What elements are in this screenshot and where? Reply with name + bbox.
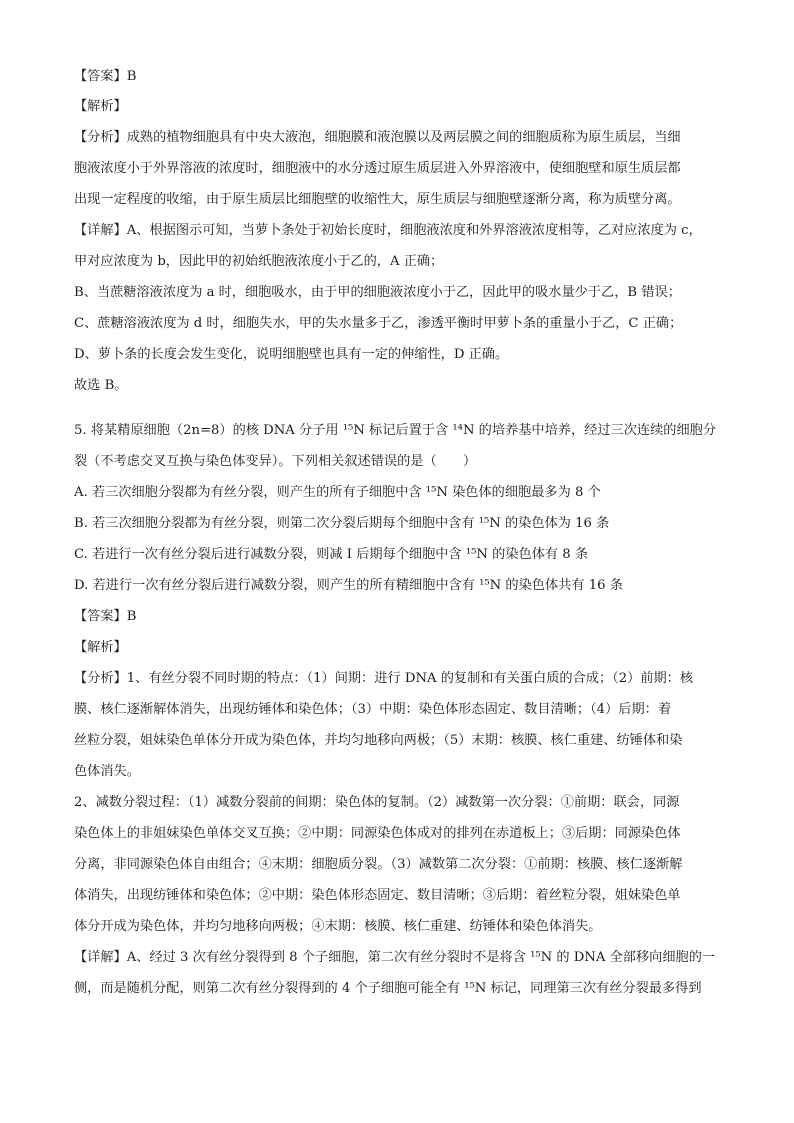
text-line: 【分析】1、有丝分裂不同时期的特点：（1）间期：进行 DNA 的复制和有关蛋白质的合成；（2）前期：核 bbox=[74, 671, 694, 686]
analysis-label-2: 【解析】 bbox=[74, 640, 127, 655]
text-line: 侧，而是随机分配，则第二次有丝分裂得到的 4 个子细胞可能全有 ¹⁵N 标记，同理第三次有丝分裂最多得到 bbox=[74, 981, 702, 996]
text-line: 体分开成为染色体，并均匀地移向两极；④末期：核膜、核仁重建、纺锤体和染色体消失。 bbox=[74, 919, 602, 934]
option-c: C. 若进行一次有丝分裂后进行减数分裂，则减 I 后期每个细胞中含 ¹⁵N 的染色体有 8 条 bbox=[74, 547, 589, 562]
analysis-label-1: 【解析】 bbox=[74, 99, 127, 114]
conclusion-line: 故选 B。 bbox=[74, 378, 128, 393]
text-line: 2、减数分裂过程：（1）减数分裂前的间期：染色体的复制。（2）减数第一次分裂：①前期：联会，同源 bbox=[74, 795, 680, 810]
text-line: 胞液浓度小于外界溶液的浓度时，细胞液中的水分透过原生质层进入外界溶液中，使细胞壁和原生质层都 bbox=[74, 161, 681, 176]
text-line: 分离，非同源染色体自由组合；④末期：细胞质分裂。（3）减数第二次分裂：①前期：核膜、核仁逐渐解 bbox=[74, 857, 683, 872]
text-line: 丝粒分裂，姐妹染色单体分开成为染色体，并均匀地移向两极；（5）末期：核膜、核仁重建、纺锤体和染 bbox=[74, 733, 683, 748]
option-a: A. 若三次细胞分裂都为有丝分裂，则产生的所有子细胞中含 ¹⁵N 染色体的细胞最多为 8 个 bbox=[74, 485, 601, 500]
text-line: 色体消失。 bbox=[74, 764, 140, 779]
text-line: C、蔗糖溶液浓度为 d 时，细胞失水，甲的失水量多于乙，渗透平衡时甲萝卜条的重量小于乙，C 正确； bbox=[74, 316, 683, 331]
text-line: 【详解】A、根据图示可知，当萝卜条处于初始长度时，细胞液浓度和外界溶液浓度相等，乙对应浓度为 c， bbox=[74, 223, 702, 238]
text-line: D、萝卜条的长度会发生变化，说明细胞壁也具有一定的伸缩性，D 正确。 bbox=[74, 347, 509, 362]
text-line: 体消失，出现纺锤体和染色体；②中期：染色体形态固定、数目清晰；③后期：着丝粒分裂，姐妹染色单 bbox=[74, 888, 681, 903]
option-b: B. 若三次细胞分裂都为有丝分裂，则第二次分裂后期每个细胞中含有 ¹⁵N 的染色体为 16 条 bbox=[74, 516, 610, 531]
text-line: 染色体上的非姐妹染色单体交叉互换；②中期：同源染色体成对的排列在赤道板上；③后期：同源染色体 bbox=[74, 826, 681, 841]
text-line: 出现一定程度的收缩，由于原生质层比细胞壁的收缩性大，原生质层与细胞壁逐渐分离，称为质壁分离。 bbox=[74, 192, 681, 207]
question-5-stem: 5. 将某精原细胞（2n=8）的核 DNA 分子用 ¹⁵N 标记后置于含 ¹⁴N 的培养基中培养，经过三次连续的细胞分 bbox=[74, 423, 717, 438]
text-line: 甲对应浓度为 b，因此甲的初始纸胞液浓度小于乙的，A 正确； bbox=[74, 254, 444, 269]
text-line: 【详解】A、经过 3 次有丝分裂得到 8 个子细胞，第二次有丝分裂时不是将含 ¹⁵N 的 DNA 全部移向细胞的一 bbox=[74, 950, 716, 965]
text-line: B、当蔗糖溶液浓度为 a 时，细胞吸水，由于甲的细胞液浓度小于乙，因此甲的吸水量少于乙，B 错误； bbox=[74, 285, 681, 300]
question-5-stem: 裂（不考虑交叉互换与染色体变异）。下列相关叙述错误的是（ ） bbox=[74, 454, 477, 469]
text-line: 【分析】成熟的植物细胞具有中央大液泡，细胞膜和液泡膜以及两层膜之间的细胞质称为原生质层，当细 bbox=[74, 130, 681, 145]
answer-label-1: 【答案】B bbox=[74, 69, 137, 84]
text-line: 膜、核仁逐渐解体消失，出现纺锤体和染色体；（3）中期：染色体形态固定、数目清晰；（4）后期：着 bbox=[74, 702, 672, 717]
option-d: D. 若进行一次有丝分裂后进行减数分裂，则产生的所有精细胞中含有 ¹⁵N 的染色体共有 16 条 bbox=[74, 578, 623, 593]
answer-label-2: 【答案】B bbox=[74, 609, 137, 624]
